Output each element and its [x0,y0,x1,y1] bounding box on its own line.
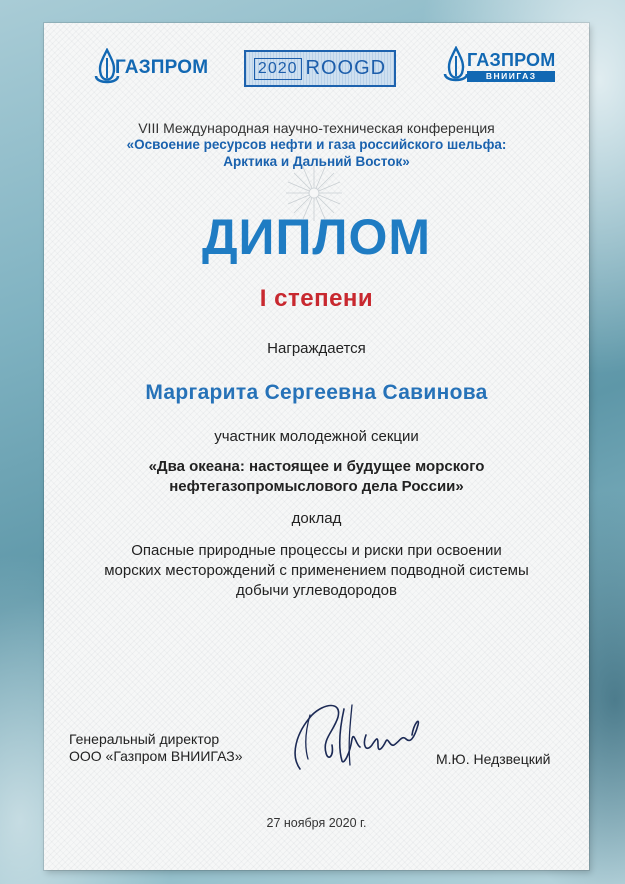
diploma-sheet [44,23,589,870]
diploma-title: ДИПЛОМ [201,209,432,265]
signatory-role-line-2: ООО «Газпром ВНИИГАЗ» [69,748,243,764]
roogd-badge [244,50,396,87]
conference-line-1: VIII Международная научно-техническая конференция [138,120,495,136]
issue-date: 27 ноября 2020 г. [266,816,367,830]
report-title-line-3: добычи углеводородов [236,582,397,599]
vniigaz-sub: ВНИИГАЗ [467,71,555,82]
gazprom-vniigaz-brand: ГАЗПРОМ [467,50,556,70]
report-title-line-1: Опасные природные процессы и риски при освоении [131,542,502,559]
roogd-name: ROOGD [305,57,387,79]
signatory-name: М.Ю. Недзвецкий [436,751,551,767]
conference-line-3: Арктика и Дальний Восток» [223,154,410,169]
gazprom-logo [92,48,208,88]
section-topic-line-1: «Два океана: настоящее и будущее морского [148,458,485,475]
roogd-year: 2020 [254,58,302,80]
recipient-section: участник молодежной секции [214,428,419,445]
awarded-label: Награждается [267,340,366,357]
gazprom-logo-text: ГАЗПРОМ [115,57,209,78]
conference-line-2: «Освоение ресурсов нефти и газа российского шельфа: [126,137,507,152]
recipient-name: Маргарита Сергеевна Савинова [145,381,488,404]
gazprom-vniigaz-logo-text [467,50,555,82]
report-label: доклад [291,510,342,527]
signatory-role [69,731,243,765]
signatory-role-line-1: Генеральный директор [69,731,220,747]
diploma-degree: I степени [259,285,374,312]
section-topic-line-2: нефтегазопромыслового дела России» [169,478,464,495]
report-title-line-2: морских месторождений с применением подводной системы [104,562,529,579]
gazprom-vniigaz-logo [441,46,555,86]
handwritten-signature [282,695,432,777]
